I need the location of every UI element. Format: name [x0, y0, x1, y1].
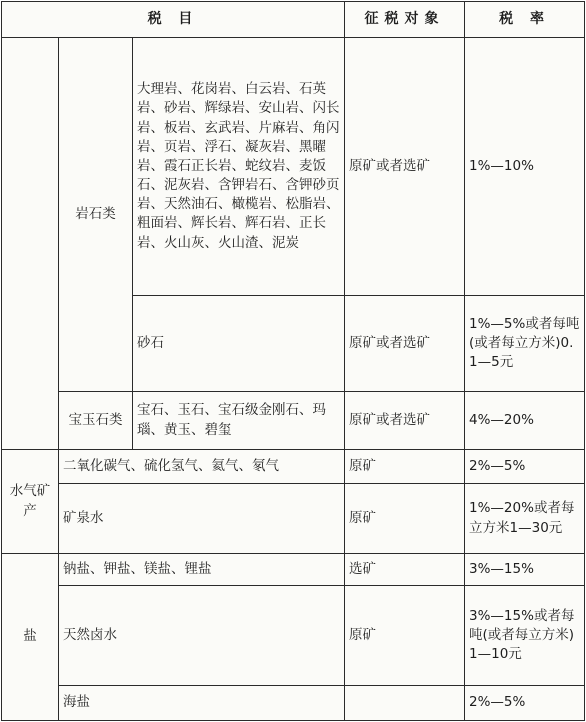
mineral-water: 矿泉水: [59, 484, 345, 554]
gem-object: 原矿或者选矿: [345, 392, 465, 450]
header-tax-item: 税 目: [2, 2, 345, 38]
table-row: [2, 586, 585, 686]
rock-list-object: 原矿或者选矿: [345, 38, 465, 296]
gas-list: 二氧化碳气、硫化氢气、氦气、氡气: [59, 450, 345, 484]
table-row: [2, 450, 585, 484]
gravel: 砂石: [133, 296, 345, 392]
header-tax-rate: 税 率: [465, 2, 585, 38]
rock-list: 大理岩、花岗岩、白云岩、石英岩、砂岩、辉绿岩、安山岩、闪长岩、板岩、玄武岩、片麻岩、角闪岩、页岩、浮石、凝灰岩、黑曜岩、霞石正长岩、蛇纹岩、麦饭石、泥灰岩、含钾岩石、含钾砂页岩、天然油石、橄榄岩、松脂岩、粗面岩、辉长岩、辉石岩、正长岩、火山灰、火山渣、泥炭: [133, 38, 345, 296]
table-row: [2, 392, 585, 450]
blank-category-cell: [2, 38, 59, 450]
salts: 钠盐、钾盐、镁盐、锂盐: [59, 554, 345, 586]
salts-rate: 3%—15%: [465, 554, 585, 586]
header-row: [2, 2, 585, 38]
sea-salt: 海盐: [59, 686, 345, 721]
rock-list-rate: 1%—10%: [465, 38, 585, 296]
sea-salt-object: [345, 686, 465, 721]
gas-rate: 2%—5%: [465, 450, 585, 484]
brine-object: 原矿: [345, 586, 465, 686]
table-row: [2, 38, 585, 296]
gravel-rate: 1%—5%或者每吨(或者每立方米)0.1—5元: [465, 296, 585, 392]
salt-category: 盐: [2, 554, 59, 721]
mineral-water-rate: 1%—20%或者每立方米1—30元: [465, 484, 585, 554]
water-gas-category: 水气矿产: [2, 450, 59, 554]
header-tax-object: 征税对象: [345, 2, 465, 38]
gem-list: 宝石、玉石、宝石级金刚石、玛瑙、黄玉、碧玺: [133, 392, 345, 450]
table-row: [2, 554, 585, 586]
salts-object: 选矿: [345, 554, 465, 586]
table-row: [2, 686, 585, 721]
gravel-object: 原矿或者选矿: [345, 296, 465, 392]
brine: 天然卤水: [59, 586, 345, 686]
table-row: [2, 484, 585, 554]
gas-object: 原矿: [345, 450, 465, 484]
gem-category: 宝玉石类: [59, 392, 133, 450]
mineral-water-object: 原矿: [345, 484, 465, 554]
gem-rate: 4%—20%: [465, 392, 585, 450]
brine-rate: 3%—15%或者每吨(或者每立方米)1—10元: [465, 586, 585, 686]
sea-salt-rate: 2%—5%: [465, 686, 585, 721]
rock-category: 岩石类: [59, 38, 133, 392]
resource-tax-table: [1, 1, 585, 721]
